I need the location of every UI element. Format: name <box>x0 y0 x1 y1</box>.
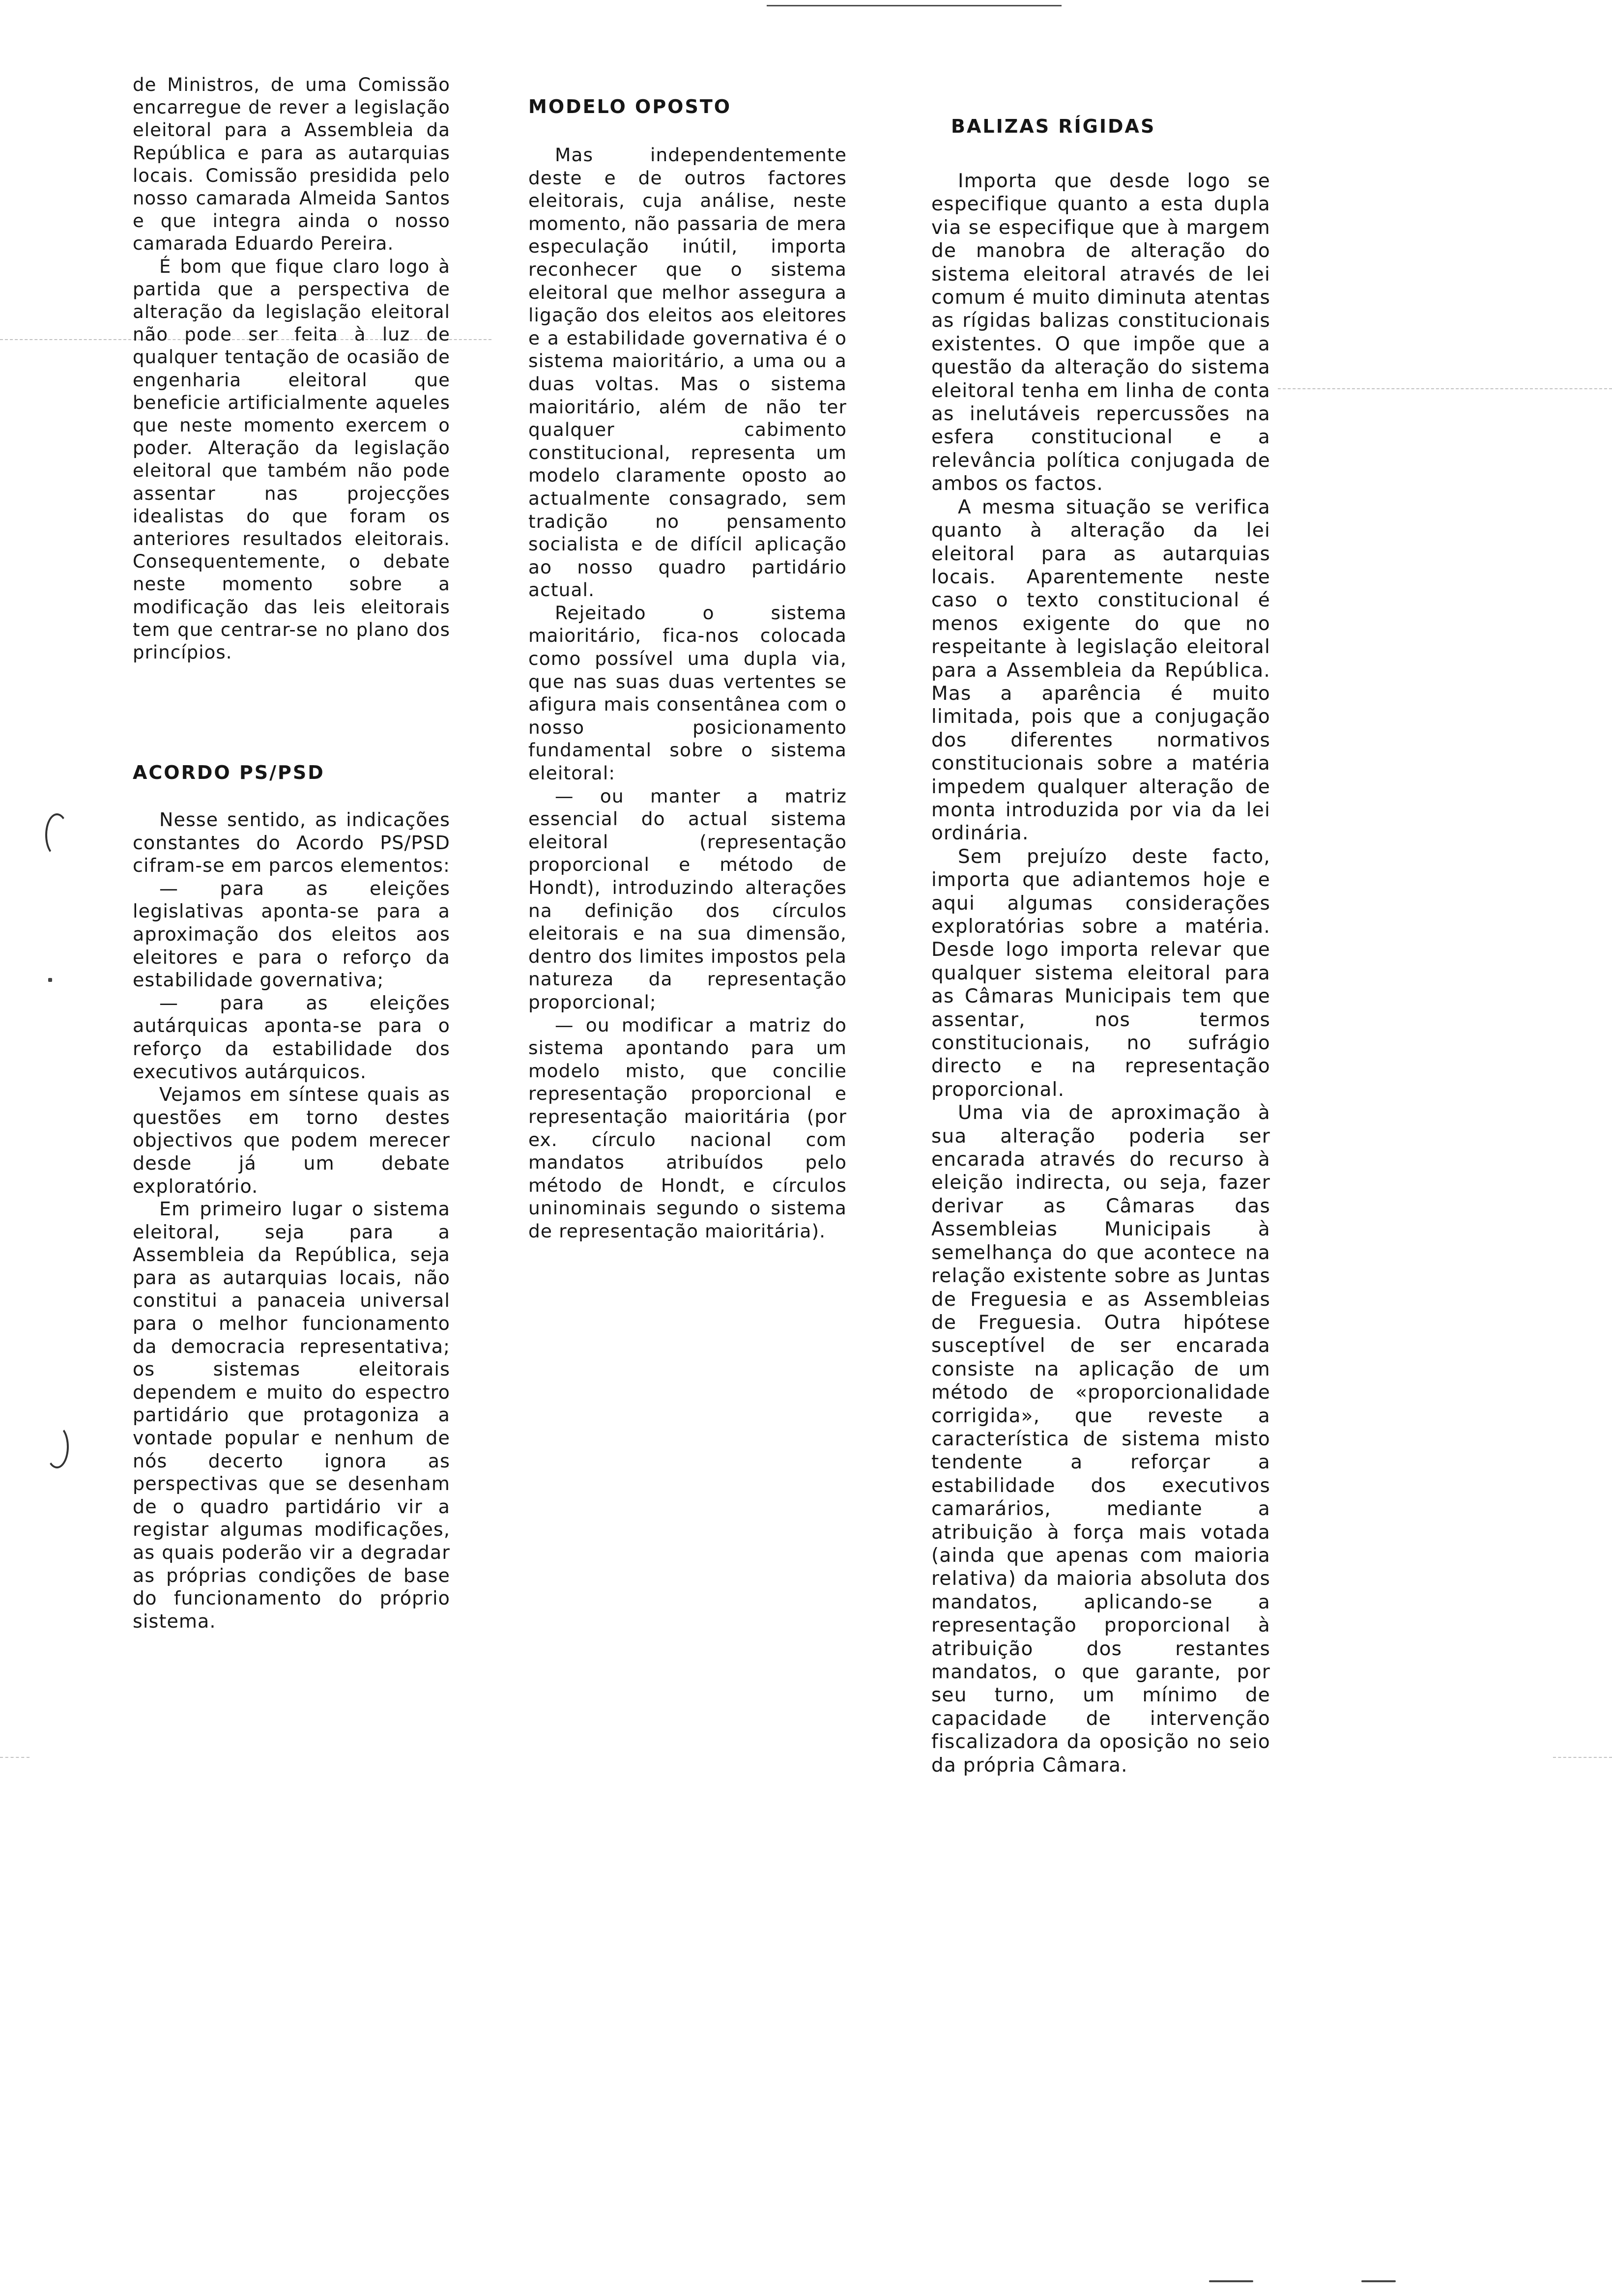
paragraph: Em primeiro lugar o sistema eleitoral, seja para a Assembleia da República, seja para as autarquias locais, não constitui a panaceia universal para o melhor funcionamento da democracia representativa; os sistemas eleitorais dependem e muito do espectro partidário que protagoniza a vontade popular e nenhum de nós decerto ignora as perspectivas que se desenham de o quadro partidário vir a registar algumas modificações, as quais poderão vir a degradar as próprias condições de base do funcionamento do próprio sistema. <box>133 1198 450 1632</box>
column-1-body-top <box>133 74 450 664</box>
paragraph: de Ministros, de uma Comissão encarregue de rever a legislação eleitoral para a Assembleia da República e para as autarquias locais. Comissão presidida pelo nosso camarada Almeida Santos e que integra ainda o nosso camarada Eduardo Pereira. <box>133 74 450 255</box>
paragraph: A mesma situação se verifica quanto à alteração da lei eleitoral para as autarquias locais. Aparentemente neste caso o texto constitucional é menos exigente do que no respeitante à legislação eleitoral para a Assembleia da República. Mas a aparência é muito limitada, pois que a conjugação dos diferentes normativos constitucionais sobre a matéria impedem qualquer alteração de monta introduzida por via da lei ordinária. <box>931 496 1270 845</box>
scan-edge-mark-right <box>1553 1757 1612 1758</box>
column-1 <box>133 0 450 2296</box>
section-heading-acordo: ACORDO PS/PSD <box>133 762 325 783</box>
paragraph: Vejamos em síntese quais as questões em torno destes objectivos que podem merecer desde já um debate exploratório. <box>133 1084 450 1197</box>
paragraph: É bom que fique claro logo à partida que a perspectiva de alteração da legislação eleitoral não pode ser feita à luz de qualquer tentação de ocasião de engenharia eleitoral que beneficie artificialmente aqueles que neste momento exercem o poder. Alteração da legislação eleitoral que também não pode assentar nas projecções idealistas do que foram os anteriores resultados eleitorais. Consequentemente, o debate neste momento sobre a modificação das leis eleitorais tem que centrar-se no plano dos princípios. <box>133 256 450 663</box>
list-item: — para as eleições legislativas aponta-se para a aproximação dos eleitos aos eleitores e para o reforço da estabilidade governativa; <box>133 877 450 991</box>
scan-edge-mark-left <box>0 1757 29 1758</box>
column-2-body <box>528 144 847 1243</box>
hole-punch-mark-upper <box>45 813 69 857</box>
list-item: — ou modificar a matriz do sistema apontando para um modelo misto, que concilie representação proporcional e representação maioritária (por ex. círculo nacional com mandatos atribuídos pelo método de Hondt, e círculos uninominais segundo o sistema de representação maioritária). <box>528 1014 847 1242</box>
fold-line-right <box>1278 388 1612 389</box>
paragraph: Sem prejuízo deste facto, importa que adiantemos hoje e aqui algumas considerações exploratórias sobre a matéria. Desde logo importa relevar que qualquer sistema eleitoral para as Câmaras Municipais tem que assentar, nos termos constitucionais, no sufrágio directo e na representação proporcional. <box>931 845 1270 1101</box>
column-2 <box>528 0 847 2296</box>
column-3 <box>931 0 1270 2296</box>
paragraph: Nesse sentido, as indicações constantes do Acordo PS/PSD cifram-se em parcos elementos: <box>133 809 450 877</box>
section-heading-balizas-rigidas: BALIZAS RÍGIDAS <box>951 115 1156 137</box>
paragraph: Rejeitado o sistema maioritário, fica-nos colocada como possível uma dupla via, que nas suas duas vertentes se afigura mais consentânea com o nosso posicionamento fundamental sobre o sistema eleitoral: <box>528 602 847 784</box>
paragraph: Uma via de aproximação à sua alteração poderia ser encarada através do recurso à eleição indirecta, ou seja, fazer derivar as Câmaras das Assembleias Municipais à semelhança do que acontece na relação existente sobre as Juntas de Freguesia e as Assembleias de Freguesia. Outra hipótese susceptível de ser encarada consiste na aplicação de um método de «proporcionalidade corrigida», que reveste a característica de sistema misto tendente a reforçar a estabilidade dos executivos camarários, mediante a atribuição à força mais votada (ainda que apenas com maioria relativa) da maioria absoluta dos mandatos, aplicando-se a representação proporcional à atribuição dos restantes mandatos, o que garante, por seu turno, um mínimo de capacidade de intervenção fiscalizadora da oposição no seio da própria Câmara. <box>931 1102 1270 1777</box>
paragraph: Importa que desde logo se especifique quanto a esta dupla via se especifique que à margem de manobra de alteração do sistema eleitoral através de lei comum é muito diminuta atentas as rígidas balizas constitucionais existentes. O que impõe que a questão da alteração do sistema eleitoral tenha em linha de conta as inelutáveis repercussões na esfera constitucional e a relevância política conjugada de ambos os factos. <box>931 170 1270 495</box>
paragraph: Mas independentemente deste e de outros factores eleitorais, cuja análise, neste momento, não passaria de mera especulação inútil, importa reconhecer que o sistema eleitoral que melhor assegura a ligação dos eleitos aos eleitores e a estabilidade governativa é o sistema maioritário, a uma ou a duas voltas. Mas o sistema maioritário, além de não ter qualquer cabimento constitucional, representa um modelo claramente oposto ao actualmente consagrado, sem tradição no pensamento socialista e de difícil aplicação ao nosso quadro partidário actual. <box>528 144 847 601</box>
hole-punch-mark-lower <box>45 1425 69 1468</box>
section-heading-modelo-oposto: MODELO OPOSTO <box>528 96 732 117</box>
ink-speck <box>48 978 52 982</box>
list-item: — ou manter a matriz essencial do actual sistema eleitoral (representação proporcional e método de Hondt), introduzindo alterações na definição dos círculos eleitorais e na sua dimensão, dentro dos limites impostos pela natureza da representação proporcional; <box>528 785 847 1013</box>
column-3-body <box>931 170 1270 1777</box>
column-1-body-bottom <box>133 808 450 1633</box>
list-item: — para as eleições autárquicas aponta-se para o reforço da estabilidade dos executivos autárquicos. <box>133 992 450 1083</box>
ink-speck <box>1361 2280 1396 2282</box>
